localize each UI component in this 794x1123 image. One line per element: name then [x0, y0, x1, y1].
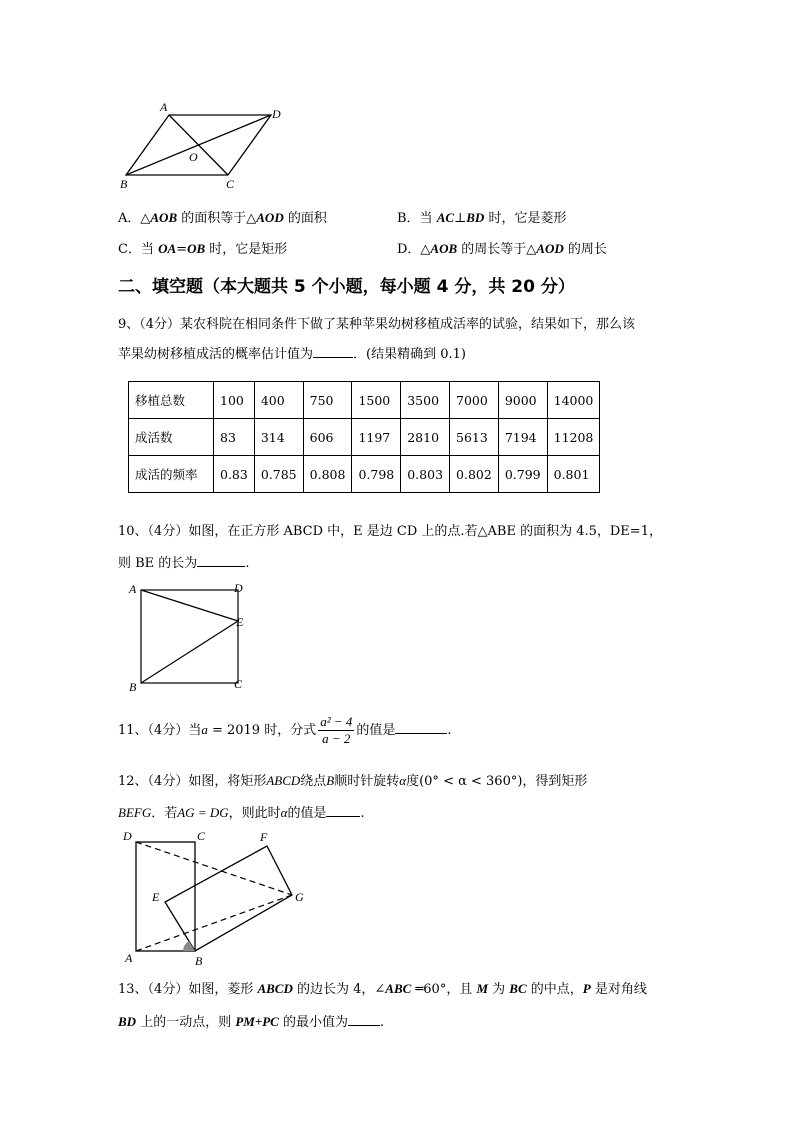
q11: 11、（4分）当a = 2019 时，分式 $\frac{\text{a² − 4}}{a - 2}$ 的值是 .	[118, 714, 452, 746]
table-cell: 移植总数	[129, 382, 214, 419]
table-cell: 606	[303, 419, 352, 456]
label-e: E	[236, 615, 244, 629]
table-cell: 11208	[547, 419, 600, 456]
label-d: D	[234, 581, 243, 595]
table-cell: 7194	[498, 419, 547, 456]
table-cell: 0.801	[547, 456, 600, 493]
square-outline	[141, 590, 238, 683]
q12-line1: 12、（4分）如图，将矩形ABCD绕点B顺时针旋转α度(0° < α < 360°)，得到矩形	[118, 773, 588, 789]
option-c: C．当 OA=OB 时，它是矩形	[118, 241, 288, 257]
table-cell: 314	[254, 419, 303, 456]
dashed-ag	[136, 895, 292, 951]
table-cell: 3500	[401, 382, 450, 419]
table-cell: 成活的频率	[129, 456, 214, 493]
table-cell: 0.808	[303, 456, 352, 493]
segment-be	[141, 621, 238, 683]
table-row	[129, 382, 600, 419]
table-row	[129, 419, 600, 456]
table-cell: 9000	[498, 382, 547, 419]
table-cell: 14000	[547, 382, 600, 419]
table-cell: 7000	[450, 382, 499, 419]
table-cell: 0.803	[401, 456, 450, 493]
table-cell: 成活数	[129, 419, 214, 456]
table-cell: 83	[214, 419, 255, 456]
table-cell: 1500	[352, 382, 401, 419]
table-cell: 100	[214, 382, 255, 419]
answer-blank	[348, 1012, 380, 1026]
answer-blank	[326, 803, 360, 817]
table-cell: 0.799	[498, 456, 547, 493]
label-b: B	[120, 177, 128, 191]
label-c: C	[234, 677, 243, 691]
label-b: B	[129, 680, 137, 693]
label-a: A	[125, 951, 133, 965]
q10-line2: 则 BE 的长为 .	[118, 552, 249, 571]
q13-line1: 13、（4分）如图，菱形 ABCD 的边长为 4，∠ABC ═60°，且 M 为 BC 的中点，P 是对角线	[118, 981, 647, 997]
label-a: A	[160, 100, 168, 114]
data-table	[128, 381, 600, 493]
option-b: B．当 AC⊥BD 时，它是菱形	[397, 210, 567, 226]
q9-line1: 9、（4分）某农科院在相同条件下做了某种苹果幼树移植成活率的试验，结果如下，那么该	[118, 317, 636, 332]
table-row	[129, 456, 600, 493]
q9-line2: 苹果幼树移植成活的概率估计值为 ．(结果精确到 0.1)	[118, 343, 466, 362]
label-f: F	[260, 830, 268, 844]
q13-line2: BD 上的一动点，则 PM+PC 的最小值为 .	[118, 1014, 385, 1030]
section-heading: 二、填空题（本大题共 5 个小题，每小题 4 分，共 20 分）	[118, 277, 575, 297]
table-cell: 400	[254, 382, 303, 419]
rectangle-befg	[165, 846, 292, 951]
label-b: B	[195, 954, 203, 968]
q10-line1: 10、（4分）如图，在正方形 ABCD 中，E 是边 CD 上的点.若△ABE 的面积为 4.5，DE=1，	[118, 524, 662, 539]
figure-square	[120, 578, 260, 693]
angle-marker	[183, 941, 195, 951]
label-d: D	[272, 107, 281, 121]
label-c: C	[226, 177, 235, 191]
segment-ae	[141, 590, 238, 621]
figure-parallelogram	[110, 98, 290, 193]
label-o: O	[189, 150, 198, 164]
option-a: A．△AOB 的面积等于△AOD 的面积	[118, 210, 327, 226]
option-d: D．△AOB 的周长等于△AOD 的周长	[397, 241, 607, 257]
fraction: $\frac{\text{a² − 4}}{a - 2}$	[320, 714, 353, 746]
table-cell: 0.83	[214, 456, 255, 493]
table-cell: 0.785	[254, 456, 303, 493]
table-cell: 1197	[352, 419, 401, 456]
q12-line2: BEFG．若AG = DG，则此时α的值是 .	[118, 805, 365, 821]
table-cell: 2810	[401, 419, 450, 456]
answer-blank	[395, 720, 447, 734]
label-g: G	[295, 890, 304, 904]
table-cell: 5613	[450, 419, 499, 456]
rectangle-abcd	[136, 842, 195, 951]
label-c: C	[197, 829, 206, 843]
answer-blank	[197, 553, 245, 567]
figure-rotated-rectangle	[120, 826, 320, 970]
table-cell: 0.802	[450, 456, 499, 493]
label-e: E	[152, 890, 160, 904]
label-a: A	[129, 582, 137, 596]
table-cell: 750	[303, 382, 352, 419]
answer-blank	[313, 344, 353, 358]
table-cell: 0.798	[352, 456, 401, 493]
label-d: D	[123, 829, 132, 843]
